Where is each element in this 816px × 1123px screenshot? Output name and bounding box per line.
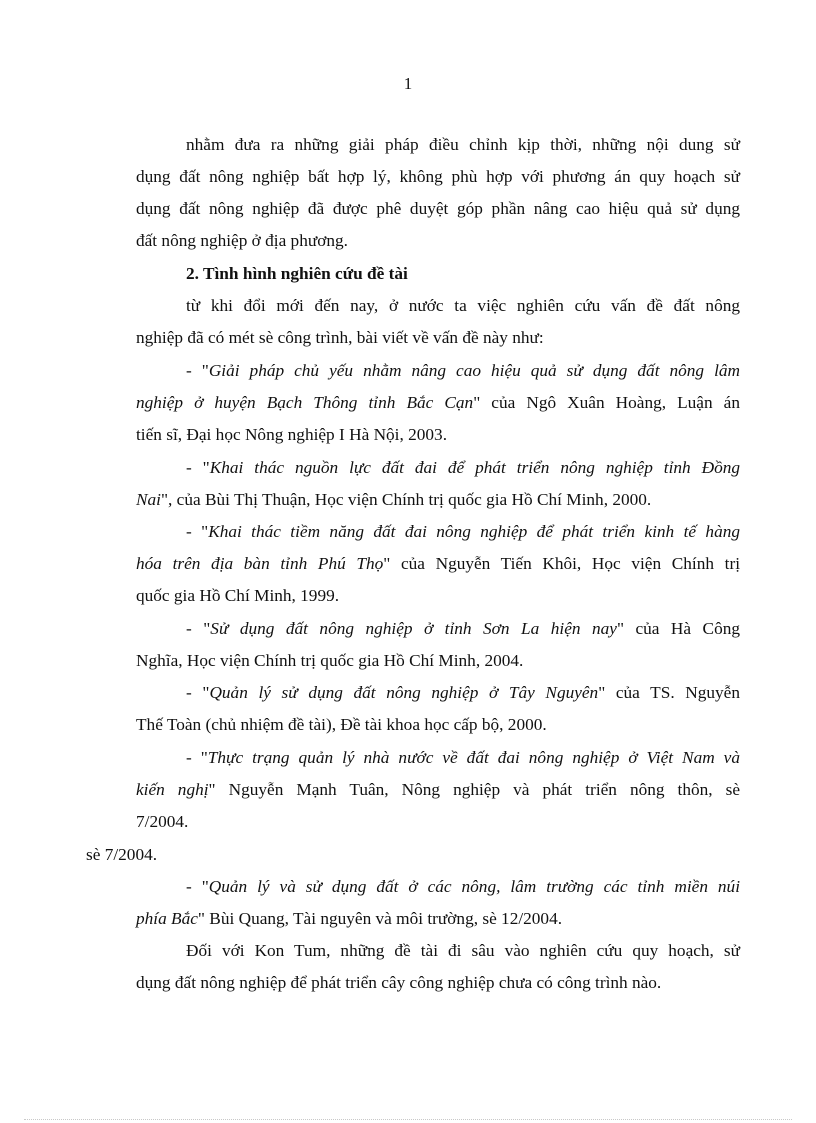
reference-item: tiến sĩ, Đại học Nông nghiệp I Hà Nội, 2003. — [136, 425, 448, 444]
body-line: từ khi đổi mới đến nay, ở nước ta việc nghiên cứu vấn đề đất nông — [186, 296, 740, 315]
reference-item: - "Khai thác nguồn lực đất đai để phát triển nông nghiệp tỉnh Đồng — [186, 458, 740, 477]
reference-item: - "Quản lý và sử dụng đất ở các nông, lâm trường các tỉnh miền núi — [186, 877, 740, 896]
reference-item: phía Bắc" Bùi Quang, Tài nguyên và môi trường, sè 12/2004. — [136, 909, 563, 928]
reference-item: - "Giải pháp chủ yếu nhằm nâng cao hiệu quả sử dụng đất nông lâm — [186, 361, 740, 380]
reference-item: Nghĩa, Học viện Chính trị quốc gia Hồ Chí Minh, 2004. — [136, 651, 524, 670]
body-line: dụng đất nông nghiệp để phát triển cây công nghiệp chưa có công trình nào. — [136, 973, 662, 992]
reference-item: - "Khai thác tiềm năng đất đai nông nghiệp để phát triển kinh tế hàng — [186, 522, 740, 541]
reference-item: - "Thực trạng quản lý nhà nước về đất đai nông nghiệp ở Việt Nam và — [186, 748, 740, 767]
page-bottom-rule — [24, 1119, 792, 1120]
reference-item: Nai", của Bùi Thị Thuận, Học viện Chính trị quốc gia Hồ Chí Minh, 2000. — [136, 490, 652, 509]
body-line: nhằm đưa ra những giải pháp điều chỉnh kịp thời, những nội dung sử — [186, 135, 740, 154]
reference-item: - "Sử dụng đất nông nghiệp ở tỉnh Sơn La hiện nay" của Hà Công — [186, 619, 740, 638]
body-line: dụng đất nông nghiệp đã được phê duyệt góp phần nâng cao hiệu quả sử dụng — [136, 199, 740, 218]
reference-item: 7/2004. — [136, 812, 189, 831]
body-line: đất nông nghiệp ở địa phương. — [136, 231, 348, 250]
body-line: nghiệp đã có mét sè công trình, bài viết về vấn đề này như: — [136, 328, 544, 347]
section-heading: 2. Tình hình nghiên cứu đề tài — [186, 264, 408, 283]
reference-item: - "Quản lý sử dụng đất nông nghiệp ở Tây Nguyên" của TS. Nguyễn — [186, 683, 740, 702]
reference-item: quốc gia Hồ Chí Minh, 1999. — [136, 586, 340, 605]
reference-item: kiến nghị" Nguyễn Mạnh Tuân, Nông nghiệp và phát triển nông thôn, sè — [136, 780, 741, 799]
body-line: dụng đất nông nghiệp bất hợp lý, không phù hợp với phương án quy hoạch sử — [136, 167, 740, 186]
page-number: 1 — [403, 74, 413, 93]
reference-item: sè 7/2004. — [86, 845, 158, 864]
reference-item: hóa trên địa bàn tỉnh Phú Thọ" của Nguyễn Tiến Khôi, Học viện Chính trị — [136, 554, 740, 573]
reference-item: Thế Toàn (chủ nhiệm đề tài), Đề tài khoa học cấp bộ, 2000. — [136, 715, 547, 734]
body-line: Đối với Kon Tum, những đề tài đi sâu vào nghiên cứu quy hoạch, sử — [186, 941, 740, 960]
reference-item: nghiệp ở huyện Bạch Thông tỉnh Bắc Cạn" của Ngô Xuân Hoàng, Luận án — [136, 393, 740, 412]
